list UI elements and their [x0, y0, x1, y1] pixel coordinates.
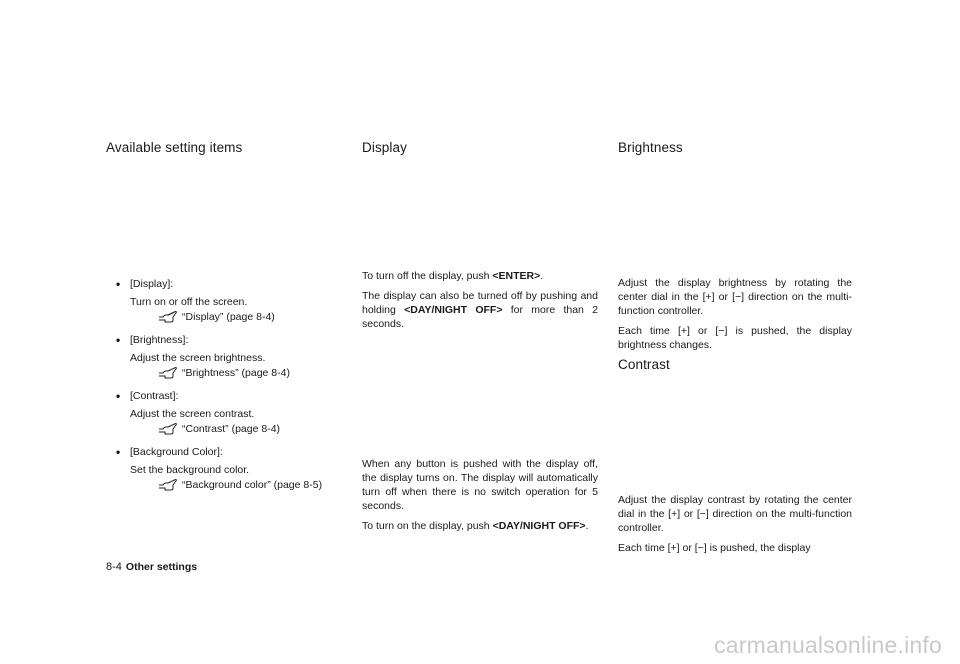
bullet-icon: •: [116, 445, 121, 459]
watermark: carmanualsonline.info: [714, 632, 942, 658]
display-paragraph-3: When any button is pushed with the display off, the display turns on. The display will automatically turn off when there is no switch operation for 5 seconds.: [362, 458, 598, 512]
heading-brightness: Brightness: [618, 140, 683, 155]
reference-text: “Background color” (page 8-5): [182, 479, 323, 491]
pointing-hand-icon: [158, 478, 178, 495]
enter-key-label: <ENTER>: [492, 270, 541, 282]
display-paragraph-4: To turn on the display, push <DAY/NIGHT OFF>.: [362, 520, 589, 532]
bullet-icon: •: [116, 277, 121, 291]
item-label: [Contrast]:: [130, 390, 179, 402]
page-number: 8-4: [106, 561, 122, 573]
heading-contrast: Contrast: [618, 357, 670, 372]
item-label: [Brightness]:: [130, 334, 189, 346]
reference-text: “Display” (page 8-4): [182, 311, 275, 323]
brightness-paragraph-2: Each time [+] or [−] is pushed, the display brightness changes.: [618, 325, 852, 351]
display-paragraph-1: To turn off the display, push <ENTER>.: [362, 270, 544, 282]
brightness-section: [618, 276, 852, 358]
page-footer: [106, 561, 197, 573]
item-description: Turn on or off the screen.: [130, 296, 248, 308]
page-reference[interactable]: [130, 422, 346, 439]
contrast-paragraph-2: Each time [+] or [−] is pushed, the display: [618, 542, 811, 554]
bullet-icon: •: [116, 389, 121, 403]
item-description: Adjust the screen contrast.: [130, 408, 255, 420]
day-night-off-key-label: <DAY/NIGHT OFF>: [492, 520, 586, 532]
page-reference[interactable]: [130, 478, 346, 495]
pointing-hand-icon: [158, 366, 178, 383]
reference-text: “Brightness” (page 8-4): [182, 367, 290, 379]
bullet-icon: •: [116, 333, 121, 347]
display-section-bottom: [362, 457, 598, 539]
page-reference[interactable]: [130, 366, 346, 383]
contrast-paragraph-1: Adjust the display contrast by rotating the center dial in the [+] or [−] direction on the multi-function controller.: [618, 494, 852, 534]
list-item: [116, 333, 346, 383]
display-paragraph-2: The display can also be turned off by pushing and holding <DAY/NIGHT OFF> for more than 2 seconds.: [362, 290, 599, 330]
contrast-section: [618, 493, 852, 561]
section-name: Other settings: [125, 561, 198, 573]
display-section-top: [362, 269, 598, 337]
item-description: Adjust the screen brightness.: [130, 352, 266, 364]
item-label: [Display]:: [130, 278, 174, 290]
setting-items-list: [116, 277, 346, 501]
heading-available-setting-items: Available setting items: [106, 140, 243, 155]
pointing-hand-icon: [158, 310, 178, 327]
list-item: [116, 277, 346, 327]
list-item: [116, 389, 346, 439]
heading-display: Display: [362, 140, 407, 155]
item-description: Set the background color.: [130, 464, 250, 476]
brightness-paragraph-1: Adjust the display brightness by rotating the center dial in the [+] or [−] direction on the multi-function controller.: [618, 277, 852, 317]
item-label: [Background Color]:: [130, 446, 223, 458]
reference-text: “Contrast” (page 8-4): [182, 423, 281, 435]
page-reference[interactable]: [130, 310, 346, 327]
pointing-hand-icon: [158, 422, 178, 439]
list-item: [116, 445, 346, 495]
day-night-off-key-label: <DAY/NIGHT OFF>: [404, 304, 503, 316]
